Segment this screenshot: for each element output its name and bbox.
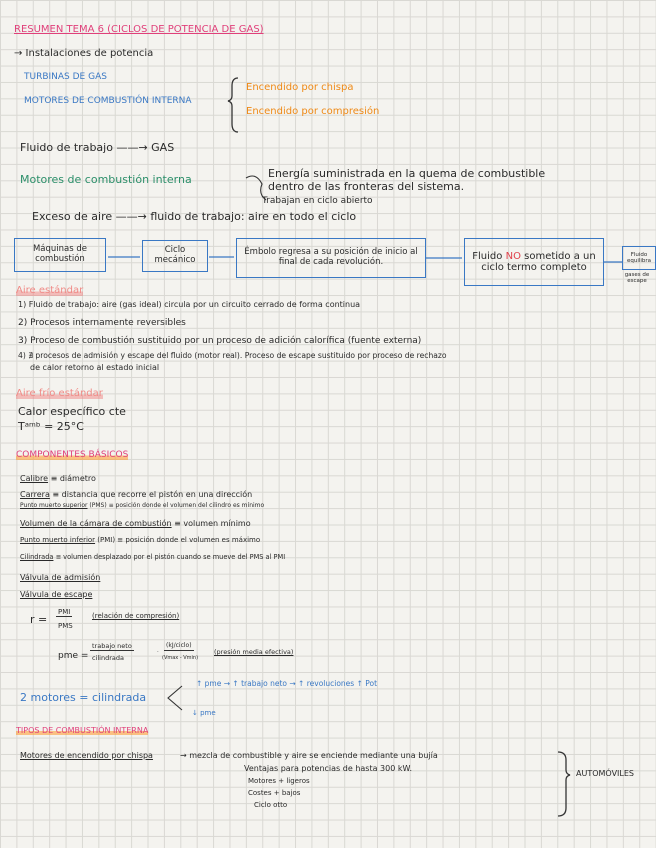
aire-frio-title: Aire frío estándar (16, 388, 103, 399)
formula-pme-dot: · (157, 649, 159, 655)
flow-box-equilibra-text: Fluido equilibra (626, 251, 652, 264)
motores-combustion: Motores de combustión interna (20, 173, 192, 186)
branch-arrow (168, 686, 182, 710)
componente-carrera: Carrera ≡ distancia que recorre el pistón en una dirección (20, 490, 253, 499)
componente-pms: Punto muerto superior (PMS) ≡ posición donde el volumen del cilindro es mínimo (20, 502, 265, 509)
calor-especifico: Calor específico cte (18, 405, 126, 418)
tipos-title: TIPOS DE COMBUSTIÓN INTERNA (16, 726, 149, 735)
formula-r-lhs: r = (30, 613, 48, 626)
energia-line-1: Energía suministrada en la quema de combustible (268, 167, 546, 180)
chispa-item-4: Costes + bajos (248, 789, 301, 797)
flow-box-maquinas (14, 238, 106, 272)
formula-pme-num2: (kJ/ciclo) (166, 642, 192, 649)
page-title: RESUMEN TEMA 6 (CICLOS DE POTENCIA DE GAS) (14, 24, 264, 35)
chispa-item-2: Ventajas para potencias de hasta 300 kW. (244, 764, 413, 773)
chispa-title: Motores de encendido por chispa (20, 751, 153, 760)
flow-box-ciclo (142, 240, 208, 272)
temperatura: Tᵃᵐᵇ = 25°C (18, 420, 84, 433)
exceso-aire: Exceso de aire ——→ fluido de trabajo: aire en todo el ciclo (32, 210, 357, 223)
chispa-item-3: Motores + ligeros (248, 777, 310, 785)
aire-item-4: 4) ∄ procesos de admisión y escape del fluido (motor real). Proceso de escape sustituido por proceso de rechazo (18, 351, 447, 360)
componente-valvula-admision: Válvula de admisión (20, 573, 101, 582)
formula-r-num: PMI (58, 608, 71, 616)
formula-pme-den2: (Vmax - Vmin) (162, 655, 199, 661)
componente-valvula-escape: Válvula de escape (20, 590, 93, 599)
encendido-compresion: Encendido por compresión (246, 106, 380, 117)
componente-volumen: Volumen de la cámara de combustión ≡ volumen mínimo (20, 519, 251, 528)
formula-r-den: PMS (58, 622, 73, 630)
motores-ci-label: MOTORES DE COMBUSTIÓN INTERNA (24, 96, 192, 106)
automoviles-label: AUTOMÓVILES (576, 769, 634, 778)
aire-item-2: 2) Procesos internamente reversibles (18, 318, 186, 328)
aire-item-3: 3) Proceso de combustión sustituido por un proceso de adición calorífica (fuente externa) (18, 336, 422, 346)
chispa-item-1: → mezcla de combustible y aire se enciende mediante una bujía (180, 751, 438, 760)
componente-cilindrada: Cilindrada ≡ volumen desplazado por el pistón cuando se mueve del PMS al PMI (20, 553, 286, 561)
encendido-chispa: Encendido por chispa (246, 82, 354, 93)
pme-down: ↓ pme (192, 709, 216, 717)
chispa-item-5: Ciclo otto (254, 801, 288, 809)
flow-box-embolo (236, 238, 426, 278)
formula-pme-num: trabajo neto (92, 642, 132, 650)
flow-box-maquinas-text: Máquinas de combustión (32, 244, 88, 264)
fluido-trabajo: Fluido de trabajo ——→ GAS (20, 141, 175, 154)
pme-up-chain: ↑ pme → ↑ trabajo neto → ↑ revoluciones ↑ Pot (196, 679, 378, 688)
dos-motores: 2 motores = cilindrada (20, 691, 147, 704)
componente-calibre: Calibre ≡ diámetro (20, 474, 96, 483)
flow-box-equilibra (622, 246, 656, 270)
formula-pme-note: (presión media efectiva) (214, 648, 294, 656)
formula-pme-lhs: pme = (58, 651, 89, 661)
trabajan-label: Trabajan en ciclo abierto (262, 196, 373, 206)
instalaciones-heading: → Instalaciones de potencia (14, 48, 154, 59)
flow-box-fluido (464, 238, 604, 286)
brace-encendido (228, 78, 238, 132)
aire-estandar-title: Aire estándar (16, 285, 84, 296)
formula-r-note: (relación de compresión) (92, 612, 180, 620)
gases-escape-note: gases de escape (624, 272, 650, 285)
flow-box-ciclo-text: Ciclo mecánico (154, 245, 196, 265)
energia-line-2: dentro de las fronteras del sistema. (268, 180, 465, 193)
aire-item-1: 1) Fluido de trabajo: aire (gas ideal) circula por un circuito cerrado de forma continua (18, 300, 361, 309)
formula-pme-den: cilindrada (92, 654, 125, 662)
componentes-title: COMPONENTES BÁSICOS (16, 450, 129, 460)
flow-box-embolo-text: Émbolo regresa a su posición de inicio al final de cada revolución. (244, 247, 418, 267)
no-highlight: NO (505, 250, 521, 262)
brace-automoviles (558, 752, 570, 816)
componente-pmi: Punto muerto inferior (PMI) ≡ posición donde el volumen es máximo (20, 536, 261, 544)
aire-item-4b: de calor retorno al estado inicial (30, 363, 160, 372)
turbinas-label: TURBINAS DE GAS (24, 72, 107, 82)
flow-box-fluido-text: Fluido NO sometido a un ciclo termo completo (472, 250, 596, 273)
